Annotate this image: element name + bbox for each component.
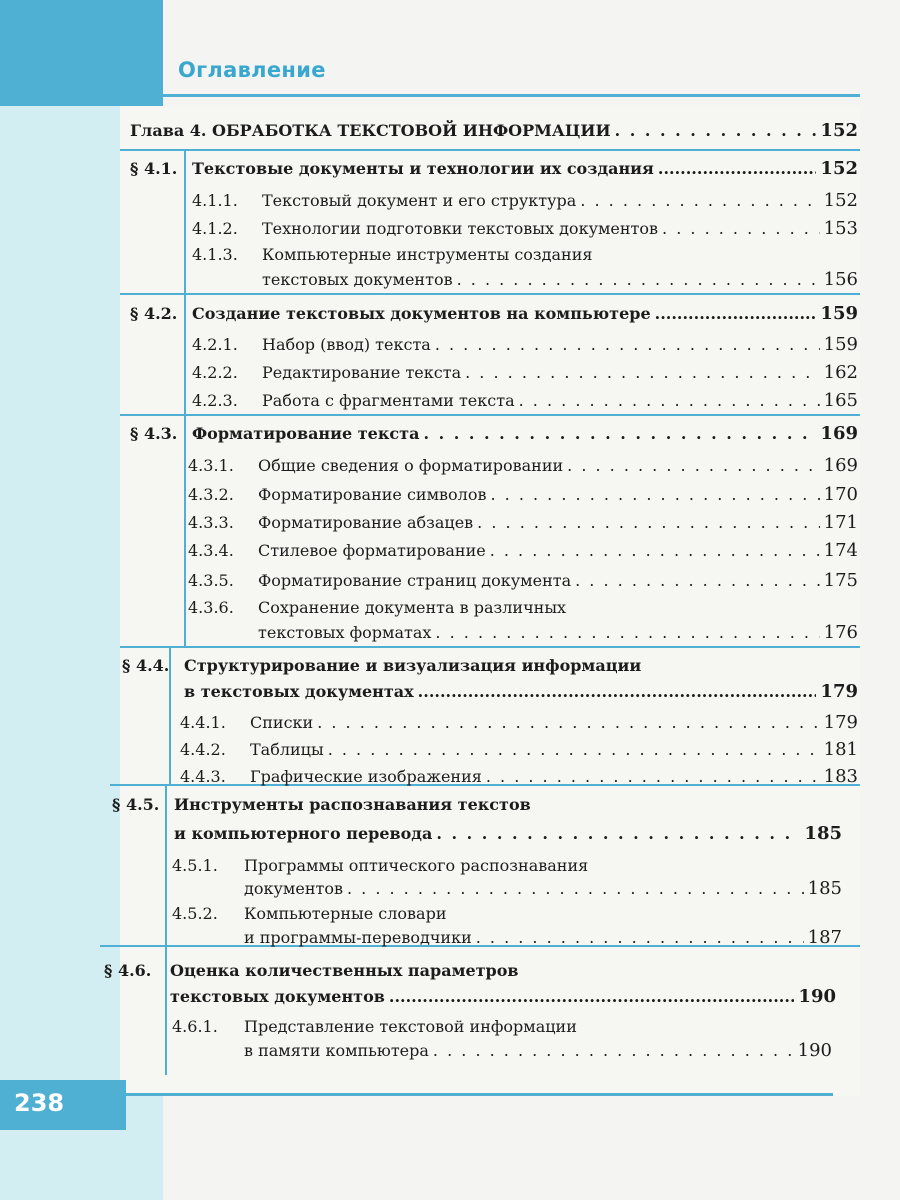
dot-leader bbox=[575, 571, 820, 590]
section-title: Структурирование и визуализация информации bbox=[184, 656, 642, 675]
subsection-number: 4.3.4. bbox=[188, 541, 234, 560]
subsection-number: 4.1.1. bbox=[192, 191, 238, 210]
toc-subsection-entry[interactable] bbox=[188, 455, 858, 476]
toc-subsection-entry[interactable] bbox=[188, 570, 858, 591]
toc-subsection-entry[interactable] bbox=[188, 540, 858, 561]
toc-subsection-entry-cont[interactable] bbox=[258, 622, 858, 643]
toc-section-entry bbox=[122, 656, 858, 675]
dot-leader bbox=[435, 335, 820, 354]
dot-leader bbox=[519, 391, 820, 410]
dot-leader bbox=[567, 456, 820, 475]
sidebar-top-block bbox=[0, 0, 163, 106]
dot-leader bbox=[662, 219, 820, 238]
subsection-page: 153 bbox=[823, 218, 858, 239]
subsection-title: Компьютерные словари bbox=[244, 904, 447, 923]
divider bbox=[120, 646, 860, 648]
dot-leader bbox=[658, 159, 817, 178]
page-number: 238 bbox=[14, 1089, 65, 1117]
subsection-number: 4.5.2. bbox=[172, 904, 218, 923]
subsection-title: Общие сведения о форматировании bbox=[258, 456, 564, 475]
toc-section-entry[interactable] bbox=[130, 158, 858, 179]
divider-vertical bbox=[184, 414, 186, 646]
toc-subsection-entry[interactable] bbox=[188, 512, 858, 533]
subsection-title: Редактирование текста bbox=[262, 363, 462, 382]
toc-chapter-entry[interactable] bbox=[130, 120, 858, 141]
subsection-title: Программы оптического распознавания bbox=[244, 856, 589, 875]
subsection-page: 185 bbox=[807, 878, 842, 899]
toc-subsection-entry[interactable] bbox=[180, 712, 858, 733]
dot-leader bbox=[490, 485, 819, 504]
divider bbox=[120, 293, 860, 295]
section-page: 179 bbox=[820, 681, 858, 702]
subsection-title: Списки bbox=[250, 713, 314, 732]
section-page: 185 bbox=[804, 823, 842, 844]
section-title: Форматирование текста bbox=[192, 424, 420, 443]
toc-subsection-entry[interactable] bbox=[192, 190, 858, 211]
section-number: § 4.5. bbox=[112, 795, 160, 814]
subsection-title: Технологии подготовки текстовых документов bbox=[262, 219, 659, 238]
dot-leader bbox=[655, 304, 817, 323]
subsection-number: 4.3.3. bbox=[188, 513, 234, 532]
dot-leader bbox=[418, 682, 817, 701]
dot-leader bbox=[328, 740, 820, 759]
toc-subsection-entry[interactable] bbox=[192, 334, 858, 355]
toc-subsection-entry bbox=[172, 1017, 832, 1036]
section-number: § 4.3. bbox=[130, 424, 178, 443]
section-title: Инструменты распознавания текстов bbox=[174, 795, 531, 814]
section-page: 159 bbox=[820, 303, 858, 324]
dot-leader bbox=[580, 191, 819, 210]
subsection-number: 4.1.3. bbox=[192, 245, 238, 264]
toc-subsection-entry bbox=[188, 598, 858, 617]
subsection-title-cont: текстовых документов bbox=[262, 270, 453, 289]
subsection-page: 171 bbox=[823, 512, 858, 533]
subsection-title-cont: в памяти компьютера bbox=[244, 1041, 429, 1060]
subsection-page: 179 bbox=[823, 712, 858, 733]
toc-subsection-entry[interactable] bbox=[188, 484, 858, 505]
subsection-number: 4.6.1. bbox=[172, 1017, 218, 1036]
dot-leader bbox=[476, 928, 804, 947]
section-number: § 4.2. bbox=[130, 304, 178, 323]
subsection-title: Форматирование страниц документа bbox=[258, 571, 572, 590]
subsection-number: 4.3.1. bbox=[188, 456, 234, 475]
subsection-number: 4.3.5. bbox=[188, 571, 234, 590]
subsection-title: Таблицы bbox=[250, 740, 324, 759]
section-title: Текстовые документы и технологии их создания bbox=[192, 159, 654, 178]
subsection-number: 4.4.2. bbox=[180, 740, 226, 759]
dot-leader bbox=[435, 623, 819, 642]
subsection-page: 181 bbox=[823, 739, 858, 760]
dot-leader bbox=[436, 824, 800, 843]
page-title: Оглавление bbox=[178, 58, 326, 82]
toc-section-entry[interactable] bbox=[130, 423, 858, 444]
divider bbox=[120, 414, 860, 416]
toc-subsection-entry[interactable] bbox=[192, 390, 858, 411]
section-title-cont: и компьютерного перевода bbox=[174, 824, 433, 843]
toc-subsection-entry[interactable] bbox=[192, 218, 858, 239]
subsection-title: Компьютерные инструменты создания bbox=[262, 245, 593, 264]
dot-leader bbox=[423, 424, 816, 443]
dot-leader bbox=[465, 363, 820, 382]
section-number: § 4.4. bbox=[122, 656, 170, 675]
subsection-page: 183 bbox=[823, 766, 858, 787]
subsection-page: 159 bbox=[823, 334, 858, 355]
toc-section-entry bbox=[104, 961, 858, 980]
toc-section-entry-cont[interactable] bbox=[184, 681, 858, 702]
bottom-rule bbox=[126, 1093, 833, 1096]
toc-subsection-entry-cont[interactable] bbox=[262, 269, 858, 290]
subsection-page: 175 bbox=[823, 570, 858, 591]
section-page: 169 bbox=[820, 423, 858, 444]
subsection-title: Форматирование символов bbox=[258, 485, 487, 504]
subsection-title: Форматирование абзацев bbox=[258, 513, 474, 532]
toc-section-entry bbox=[112, 795, 858, 814]
subsection-page: 190 bbox=[797, 1040, 832, 1061]
section-title: Создание текстовых документов на компьютере bbox=[192, 304, 651, 323]
subsection-page: 176 bbox=[823, 622, 858, 643]
subsection-title: Текстовый документ и его структура bbox=[262, 191, 577, 210]
section-title: Оценка количественных параметров bbox=[170, 961, 519, 980]
subsection-number: 4.3.2. bbox=[188, 485, 234, 504]
subsection-title-cont: документов bbox=[244, 879, 343, 898]
subsection-number: 4.5.1. bbox=[172, 856, 218, 875]
subsection-title: Стилевое форматирование bbox=[258, 541, 486, 560]
chapter-title: Глава 4. ОБРАБОТКА ТЕКСТОВОЙ ИНФОРМАЦИИ bbox=[130, 121, 611, 140]
toc-subsection-entry-cont[interactable] bbox=[244, 878, 842, 899]
section-page: 152 bbox=[820, 158, 858, 179]
subsection-number: 4.2.1. bbox=[192, 335, 238, 354]
title-rule bbox=[163, 94, 860, 97]
toc-section-entry-cont[interactable] bbox=[174, 823, 842, 844]
subsection-page: 165 bbox=[823, 390, 858, 411]
toc-subsection-entry bbox=[192, 245, 858, 264]
subsection-number: 4.4.1. bbox=[180, 713, 226, 732]
subsection-title: Представление текстовой информации bbox=[244, 1017, 577, 1036]
subsection-number: 4.3.6. bbox=[188, 598, 234, 617]
subsection-page: 187 bbox=[807, 927, 842, 948]
subsection-page: 174 bbox=[823, 540, 858, 561]
subsection-page: 169 bbox=[823, 455, 858, 476]
dot-leader bbox=[433, 1041, 794, 1060]
subsection-number: 4.2.3. bbox=[192, 391, 238, 410]
subsection-title: Сохранение документа в различных bbox=[258, 598, 567, 617]
dot-leader bbox=[347, 879, 804, 898]
section-title-cont: текстовых документов bbox=[170, 987, 385, 1006]
toc-section-entry-cont[interactable] bbox=[170, 986, 836, 1007]
dot-leader bbox=[457, 270, 820, 289]
dot-leader bbox=[486, 767, 820, 786]
subsection-title: Работа с фрагментами текста bbox=[262, 391, 515, 410]
subsection-page: 162 bbox=[823, 362, 858, 383]
toc-subsection-entry bbox=[172, 856, 842, 875]
toc-subsection-entry[interactable] bbox=[180, 766, 858, 787]
dot-leader bbox=[615, 121, 817, 140]
chapter-page: 152 bbox=[820, 120, 858, 141]
section-number: § 4.6. bbox=[104, 961, 152, 980]
dot-leader bbox=[317, 713, 819, 732]
divider-chapter bbox=[120, 149, 860, 151]
subsection-title-cont: и программы-переводчики bbox=[244, 928, 472, 947]
subsection-number: 4.2.2. bbox=[192, 363, 238, 382]
toc-subsection-entry-cont[interactable] bbox=[244, 927, 842, 948]
toc-subsection-entry[interactable] bbox=[180, 739, 858, 760]
dot-leader bbox=[477, 513, 819, 532]
dot-leader bbox=[490, 541, 820, 560]
toc-subsection-entry[interactable] bbox=[192, 362, 858, 383]
subsection-number: 4.4.3. bbox=[180, 767, 226, 786]
dot-leader bbox=[389, 987, 795, 1006]
subsection-title-cont: текстовых форматах bbox=[258, 623, 432, 642]
subsection-page: 170 bbox=[823, 484, 858, 505]
header-area bbox=[163, 0, 900, 106]
subsection-title: Графические изображения bbox=[250, 767, 482, 786]
subsection-page: 156 bbox=[823, 269, 858, 290]
subsection-title: Набор (ввод) текста bbox=[262, 335, 431, 354]
toc-section-entry[interactable] bbox=[130, 303, 858, 324]
toc-subsection-entry bbox=[172, 904, 842, 923]
subsection-number: 4.1.2. bbox=[192, 219, 238, 238]
section-number: § 4.1. bbox=[130, 159, 178, 178]
subsection-page: 152 bbox=[823, 190, 858, 211]
section-title-cont: в текстовых документах bbox=[184, 682, 414, 701]
section-page: 190 bbox=[798, 986, 836, 1007]
toc-subsection-entry-cont[interactable] bbox=[244, 1040, 832, 1061]
